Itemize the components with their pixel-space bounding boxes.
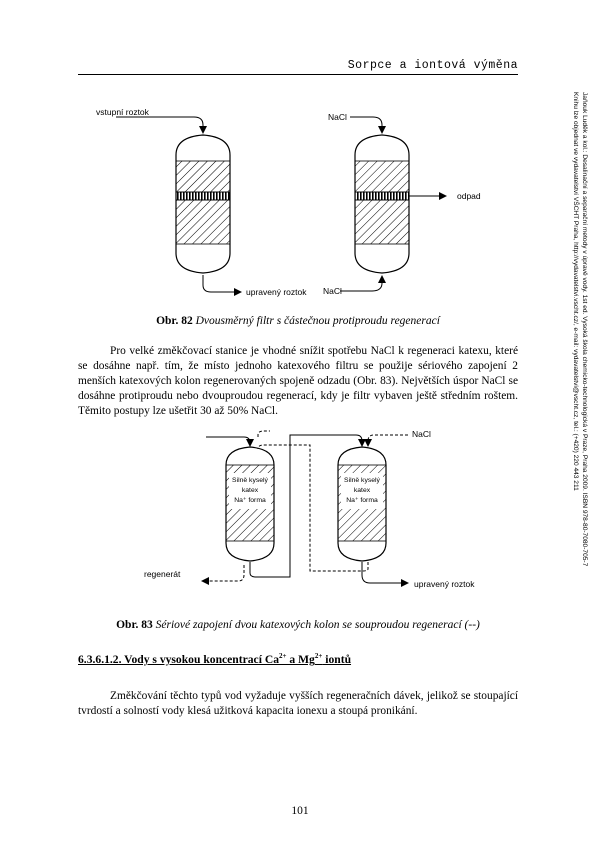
paragraph-2-text: Změkčování těchto typů vod vyžaduje vyšších regeneračních dávek, jelikož se stoupající tvrdostí a solností vody klesá užitková kapacita ionexu a stoupá pronikání. — [78, 690, 518, 717]
caption-number-83: Obr. 83 — [116, 619, 153, 631]
side-citation-line2: Knihu lze objednat ve vydavatelství VŠCHT Praha, http://vydavatelstvi.vscht.cz/, e-mail: vydavatelstvi@vscht.cz, tel.: (+420) 220 443 211 — [572, 92, 579, 491]
column-a-line3: Na⁺ forma — [234, 497, 266, 504]
figure-83-caption — [78, 619, 518, 631]
running-title: Sorpce a iontová výměna — [347, 59, 518, 72]
body-paragraph-2 — [78, 689, 518, 719]
column-2 — [355, 135, 409, 273]
caption-number: Obr. 82 — [156, 315, 193, 327]
side-citation — [572, 88, 588, 718]
column-b-line1: Silně kyselý — [344, 477, 380, 484]
paragraph-1-text: Pro velké změkčovací stanice je vhodné snížit spotřebu NaCl k regeneraci katexu, které se dosáhne např. tím, že místo jednoho katexového filtru se použije sériového zapojení 2 menších katexových kolon regenerovaných spojeně odzadu (Obr. 83). Největších úspor NaCl se dosáhne protiproudu nebo dvouproudou regenerací, kdy je filtr vybaven ještě středním roštem. Těmito postupy lze ušetřit 30 až 50% NaCl. — [78, 345, 518, 417]
caption-text: Dvousměrný filtr s částečnou protiproudu regenerací — [195, 315, 440, 327]
figure-83-diagram — [78, 425, 518, 600]
column-1 — [176, 135, 230, 273]
label-treated-83: upravený roztok — [414, 579, 475, 589]
section-number: 6.3.6.1.2. — [78, 653, 122, 666]
column-b-line3: Na⁺ forma — [346, 497, 378, 504]
section-heading — [78, 653, 351, 666]
label-treated: upravený roztok — [246, 287, 307, 297]
label-nacl-bottom: NaCl — [323, 286, 342, 296]
figure-82-diagram — [78, 95, 518, 300]
label-waste: odpad — [457, 191, 481, 201]
section-title-c: iontů — [322, 653, 352, 666]
column-a-line2: katex — [241, 487, 259, 494]
label-regenerate: regenerát — [144, 569, 181, 579]
label-nacl: NaCl — [412, 429, 431, 439]
column-b — [338, 447, 386, 561]
side-citation-line1: Jaňouk Luděk a kol.: Desalinační a separační metody v úpravě vody. 1st ed. Vysoká škola chemicko-technologická v Praze, Praha 2009. ISBN 978-80-7080-705-7 — [581, 92, 588, 567]
label-nacl-top: NaCl — [328, 112, 347, 122]
section-sup-b: 2+ — [314, 652, 323, 661]
section-title-a: Vody s vysokou koncentrací Ca — [121, 653, 279, 666]
label-inlet: vstupní roztok — [96, 107, 149, 117]
column-a — [226, 447, 274, 561]
section-sup-a: 2+ — [279, 652, 287, 661]
caption-text-83: Sériové zapojení dvou katexových kolon se souproudou regenerací (--) — [155, 619, 480, 631]
figure-82-caption — [78, 315, 518, 327]
column-a-line1: Silně kyselý — [232, 477, 268, 484]
body-paragraph-1 — [78, 344, 518, 419]
column-b-line2: katex — [353, 487, 371, 494]
header-rule — [78, 74, 518, 75]
section-title-b: a Mg — [286, 653, 315, 666]
page-number: 101 — [291, 805, 309, 817]
